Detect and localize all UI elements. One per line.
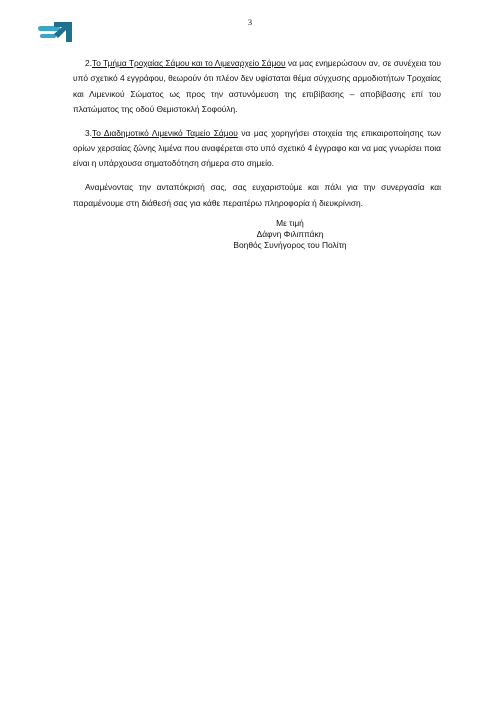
- page-number: 3: [247, 17, 253, 27]
- paragraph-number: 3.: [85, 127, 92, 138]
- paragraph-request-traffic-police: [73, 56, 441, 117]
- signature-closing: Με τιμή: [276, 218, 304, 228]
- addressee-underlined: Το Τμήμα Τροχαίας Σάμου και το Λιμεναρχείο Σάμου: [92, 58, 286, 68]
- paragraph-number: 2.: [85, 58, 92, 68]
- paragraph-closing: [73, 180, 441, 211]
- paragraph-text: Αναμένοντας την ανταπόκρισή σας, σας ευχαριστούμε και πάλι για την συνεργασία και παραμένουμε στη διάθεσή σας για κάθε περαιτέρω πληροφορία ή διευκρίνιση.: [73, 182, 441, 208]
- paragraph-request-port-fund: [73, 126, 441, 172]
- paragraph-text: να μας χορηγήσει στοιχεία της επικαιροποίησης των ορίων χερσαίας ζώνης λιμένα που αναφέρεται στο υπό σχετικό 4 έγγραφο και να μας γνωρίσει ποια είναι η υπάρχουσα σηματοδότηση σήμερα στο σημείο.: [73, 127, 441, 169]
- signature-block: [205, 218, 375, 251]
- paragraph-text: να μας ενημερώσουν αν, σε συνέχεια του υπό σχετικό 4 εγγράφου, θεωρούν ότι πλέον δεν υφίσταται θέμα σύγχυσης αρμοδιοτήτων Τροχαίας και Λιμενικού Σώματος ως προς την αστυνόμευση της επιβίβασης – αποβίβασης επί του πλατώματος της οδού Θεμιστοκλή Σοφούλη.: [73, 58, 441, 114]
- signature-title: Βοηθός Συνήγορος του Πολίτη: [233, 240, 347, 250]
- addressee-underlined: Το Διαδημοτικό Λιμενικό Ταμείο Σάμου: [92, 127, 238, 138]
- letter-body: [73, 56, 441, 219]
- signature-name: Δάφνη Φιλιππάκη: [256, 229, 324, 239]
